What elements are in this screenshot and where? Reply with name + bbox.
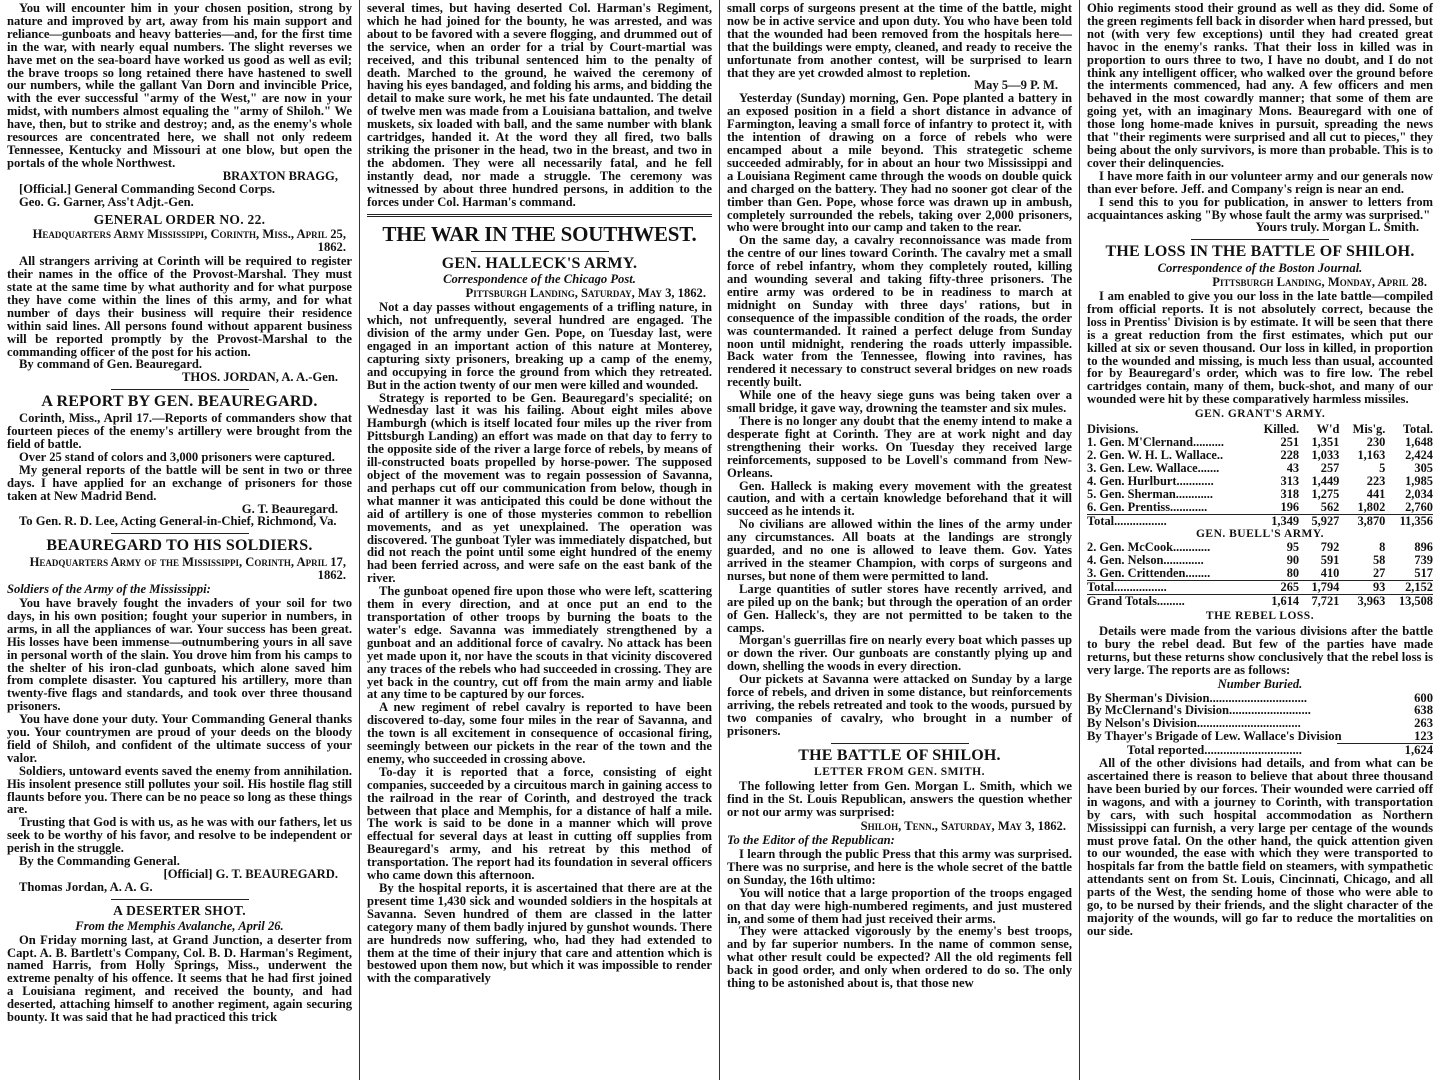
table-cell-number: 591 xyxy=(1320,553,1340,568)
table-cell-number: 1,794 xyxy=(1299,581,1339,595)
divider-rule xyxy=(111,389,249,390)
paragraph: My general reports of the battle will be sent in two or three days. I have applied for an exchange of prisoners for those taken at New Madrid Bend. xyxy=(7,462,352,503)
table-cell-number: 441 xyxy=(1366,487,1386,502)
headline: BEAUREGARD TO HIS SOLDIERS. xyxy=(46,537,313,555)
salutation: Soldiers of the Army of the Mississippi: xyxy=(7,582,211,597)
paragraph: A new regiment of rebel cavalry is reported to have been discovered to-day, some four miles in the rear of Savanna, and the town is all excitement in consequence of occasional firing, seemingly between our pickets in the rear of the town and the enemy, who succeeded in crossing above. xyxy=(367,700,712,766)
table-cell-number: 1,614 xyxy=(1250,595,1299,609)
table-cell-number: 2,760 xyxy=(1405,500,1433,515)
table-cell-number: 80 xyxy=(1286,566,1300,581)
signature: THOS. JORDAN, A. A.-Gen. xyxy=(181,370,338,385)
table-row xyxy=(1087,567,1433,581)
paragraph: [Official.] General Commanding Second Corps. xyxy=(19,181,276,196)
paragraph: The gunboat opened fire upon those who were left, scattering them in every direction, and at once put an end to the transportation of other troops by burning the boats to the water's edge. Savanna was immediately strengthened by a gunboat and an additional force of cavalry. No attack has been yet made upon it, nor have the scouts in that vicinity discovered any traces of the rebels who had succeeded in crossing. They are yet back in the country, cut off from the main army and liable at any time to be captured by our forces. xyxy=(367,584,712,702)
headline: A DESERTER SHOT. xyxy=(113,902,246,918)
paragraph: All of the other divisions had details, and from what can be ascertained there is reason to believe that about three thousand have been buried by our forces. Their wounded were carried off in wagons, and with a journey to Corinth, with transportation by cars, with such hospital accommodation as Northern Mississippi can furnish, a very large per centage of the wounds must prove fatal. On the other hand, the quick attention given to our wounded, the ease with which they were transported to hospitals far from the battle field on steamers, with sympathetic attendants sent on from St. Louis, Cincinnati, Chicago, and all parts of the West, the sending home of those who were able to go, to be nursed by their friends, and the slight character of the majority of the wounds, will go far to reduce the mortalities on our side. xyxy=(1087,756,1433,938)
divider-rule xyxy=(1191,239,1329,240)
paragraph: small corps of surgeons present at the time of the battle, might now be in active service and upon duty. You who have been told that the wounded had been removed from the hospitals here—that the buildings were empty, cleaned, and ready to receive the unfortunate from another contest, will be surprised to learn that they are yet crowded almost to repletion. xyxy=(727,1,1072,80)
table-cell-number: 11,356 xyxy=(1385,515,1433,529)
table-cell-number: 1,351 xyxy=(1311,435,1340,450)
table-cell-label: 2. Gen. W. H. L. Wallace.. xyxy=(1087,448,1224,463)
table-cell-number: 8 xyxy=(1379,540,1386,555)
salutation: To the Editor of the Republican: xyxy=(727,833,895,848)
table-cell-number: 7,721 xyxy=(1299,595,1339,609)
buried-row xyxy=(1087,730,1433,743)
table-cell-label: 1. Gen. M'Clernand.......... xyxy=(1087,435,1224,450)
double-divider-rule xyxy=(367,214,712,217)
paragraph: By command of Gen. Beauregard. xyxy=(19,357,203,372)
table-cell-number: 2,152 xyxy=(1385,581,1433,595)
paragraph: several times, but having deserted Col. Harman's Regiment, which he had joined for the bounty, he was arrested, and was about to be favored with a severe flogging, and drummed out of the service, when an order for a trial by Court-martial was received, and this tribunal sentenced him to the penalty of death. Marched to the ground, he waived the ceremony of having his eyes bandaged, and folding his arms, and bidding the detail to make sure work, he met his fate undaunted. The detail of twelve men was made from a Louisiana battalion, and twelve muskets, six loaded with ball, and the same number with blank cartridges, handed it. At the word they all fired, two balls striking the prisoner in the head, two in the breast, and two in the abdomen. They were all necessarily fatal, and he fell instantly dead, nor made a struggle. The ceremony was witnessed by about three hundred persons, in addition to the forces under Col. Harman's command. xyxy=(367,1,712,209)
paragraph: Morgan's guerrillas fire on nearly every boat which passes up or down the river. Our gunboats are constantly plying up and down, shelling the woods in every direction. xyxy=(727,633,1072,674)
table-cell-number: 196 xyxy=(1280,500,1300,515)
table-cell-number: 5,927 xyxy=(1299,515,1339,529)
buried-division: By McClernand's Division.......................... xyxy=(1087,703,1311,718)
table-cell-number: 230 xyxy=(1366,435,1386,450)
headline: GENERAL ORDER NO. 22. xyxy=(93,211,266,227)
table-title-grant: GEN. GRANT'S ARMY. xyxy=(1194,408,1326,421)
paragraph: Large quantities of sutler stores have recently arrived, and are piled up on the bank; but through the operation of an order of Gen. Halleck's, they are not permitted to be taken to the camps. xyxy=(727,581,1072,635)
table-cell-label: Grand Totals......... xyxy=(1087,595,1250,609)
headline: GEN. HALLECK'S ARMY. xyxy=(441,254,638,272)
headline: A REPORT BY GEN. BEAUREGARD. xyxy=(41,393,318,411)
table-cell-number: 1,275 xyxy=(1311,487,1340,502)
table-cell-number: 517 xyxy=(1414,566,1433,581)
table-title-buell: GEN. BUELL'S ARMY. xyxy=(1195,528,1325,541)
paragraph: Over 25 stand of colors and 3,000 prisoners were captured. xyxy=(19,449,335,464)
paragraph: Ohio regiments stood their ground as well as they did. Some of the green regiments fell back in disorder when hard pressed, but not (with very few exceptions) until they had created great havoc in the enemy's ranks. That their loss in killed was in proportion to ours three to two, I have no doubt, and I do not think any intelligent officer, who walked over the ground before the interments commenced, had any. A few officers and men behaved in the most cowardly manner; that some of them are going yet, with an imaginary Mons. Beauregard with one of those long home-made knives in pursuit, spreading the news that "their regiments were surprised and all cut to pieces," they being about the only survivors, is more than probable. This is to cover their delinquencies. xyxy=(1087,1,1433,170)
paragraph: While one of the heavy siege guns was being taken over a small bridge, it gave way, drowning the teamster and six mules. xyxy=(727,388,1072,416)
table-cell-label: Total................. xyxy=(1087,515,1250,529)
table-cell-number: 1,349 xyxy=(1250,515,1299,529)
table-cell-number: 95 xyxy=(1286,540,1300,555)
paragraph: Trusting that God is with us, as he was with our fathers, let us seek to be worthy of his favor, and resolve to be independent or perish in the struggle. xyxy=(7,815,352,856)
paragraph: Gen. Halleck is making every movement with the greatest caution, and with a certain knowledge beforehand that it will succeed as he intends it. xyxy=(727,478,1072,519)
paragraph: Thomas Jordan, A. A. G. xyxy=(19,879,153,894)
signature: G. T. Beauregard. xyxy=(241,501,338,516)
byline: From the Memphis Avalanche, April 26. xyxy=(75,918,284,933)
byline: Correspondence of the Boston Journal. xyxy=(1157,261,1363,276)
table-cell-number: 223 xyxy=(1366,474,1386,489)
paragraph: Corinth, Miss., April 17.—Reports of commanders show that fourteen pieces of the enemy's artillery were brought from the field of battle. xyxy=(7,411,352,451)
divider-rule xyxy=(111,899,249,900)
table-cell-label: 4. Gen. Hurlburt............ xyxy=(1087,474,1214,489)
buried-count: 123 xyxy=(1414,729,1433,744)
column-2 xyxy=(360,0,720,1080)
column-3 xyxy=(720,0,1080,1080)
paragraph: Strategy is reported to be Gen. Beauregard's specialité; on Wednesday last it was his failing. About eight miles above Hamburgh (which is itself located four miles up the river from Pittsburgh Landing) an effort was made on that day to ferry to the opposite side of the river a large force of rebels, by means of ill-constructed boats propelled by horse-power. The supposed object of the movement was to regain possession of Savanna, and perhaps cut off our communication from below, though in what manner it was anticipated this could be done without the aid of artillery is one of those mysteries common to rebellion movements, and as yet unexplained. The operation was discovered. The gunboat Tyler was immediately dispatched, but did not reach the point until some eight hundred of the enemy had been ferried across, and were safe on the east bank of the river. xyxy=(367,390,712,586)
table-cell-number: 265 xyxy=(1250,581,1299,595)
table-cell-number: 1,985 xyxy=(1405,474,1433,489)
paragraph: Soldiers, untoward events saved the enemy from annihilation. His insolent presence still pollutes your soil. His hostile flag still flaunts before you. There can be no peace so long as these things are. xyxy=(7,763,352,817)
paragraph: On Friday morning last, at Grand Junction, a deserter from Capt. A. B. Bartlett's Company, Col. B. D. Harman's Regiment, named Harris, from Holly Springs, Miss., underwent the extreme penalty of his offence. It seems that he had first joined a Louisiana regiment, and received the bounty, and had deserted, attaching himself to another regiment, again securing bounty. It was said that he had practiced this trick xyxy=(7,932,352,1025)
subheadline: THE REBEL LOSS. xyxy=(1205,610,1315,623)
paragraph: Geo. G. Garner, Ass't Adjt.-Gen. xyxy=(19,194,194,209)
table-cell-label: Total................. xyxy=(1087,581,1250,595)
table-cell-label: 2. Gen. McCook............ xyxy=(1087,540,1211,555)
table-cell-number: 2,424 xyxy=(1405,448,1433,463)
table-cell-label: 4. Gen. Nelson............. xyxy=(1087,553,1204,568)
paragraph: Our pickets at Savanna were attacked on Sunday by a large force of rebels, and driven in some distance, but reinforcements arriving, the rebels retreated and took to the woods, pursued by two companies of cavalry, who brought in a number of prisoners. xyxy=(727,672,1072,738)
table-cell-number: 3,963 xyxy=(1339,595,1385,609)
table-cell-number: 257 xyxy=(1320,461,1340,476)
paragraph: Details were made from the various divisions after the battle to bury the rebel dead. But few of the parties have made returns, but these returns show conclusively that the rebel loss is very large. The reports are as follows: xyxy=(1087,624,1433,677)
table-cell-number: 13,508 xyxy=(1385,595,1433,609)
table-cell-label: 5. Gen. Sherman............ xyxy=(1087,487,1213,502)
table-row xyxy=(1087,595,1433,609)
table-cell-number: W'd xyxy=(1316,422,1340,437)
table-cell-number: 5 xyxy=(1379,461,1386,476)
paragraph: To Gen. R. D. Lee, Acting General-in-Chief, Richmond, Va. xyxy=(19,514,337,529)
table-cell-label: 6. Gen. Prentiss............ xyxy=(1087,500,1208,515)
divider-rule xyxy=(831,743,969,744)
buried-division: By Thayer's Brigade of Lew. Wallace's Division xyxy=(1087,729,1342,744)
table-cell-number: 3,870 xyxy=(1339,515,1385,529)
table-cell-number: 43 xyxy=(1286,461,1300,476)
paragraph: I learn through the public Press that this army was surprised. There was no surprise, and here is the whole secret of the battle on Sunday, the 16th ultimo: xyxy=(727,847,1072,887)
table-cell-label: 3. Gen. Lew. Wallace....... xyxy=(1087,461,1220,476)
column-4 xyxy=(1080,0,1440,1080)
main-headline: THE WAR IN THE SOUTHWEST. xyxy=(382,221,697,246)
paragraph: All strangers arriving at Corinth will be required to register their names in the office of the Provost-Marshal. They must state at the same time by what authority and for what purpose they have come within the lines of this army, and for what number of days their business will require their residence within said lines. All persons found without apparent business will be reported promptly by the Provost-Marshal to the commanding officer of the post for his action. xyxy=(7,254,352,359)
buried-count: 263 xyxy=(1414,716,1433,731)
headline: THE LOSS IN THE BATTLE OF SHILOH. xyxy=(1105,243,1415,261)
paragraph: The following letter from Gen. Morgan L. Smith, which we find in the St. Louis Republican, answers the question whether or not our army was surprised: xyxy=(727,779,1072,820)
paragraph: You have done your duty. Your Commanding General thanks you. Your countrymen are proud of your deeds on the bloody field of Shiloh, and confident of the ultimate success of your valor. xyxy=(7,712,352,765)
table-cell-number: 27 xyxy=(1372,566,1386,581)
dateline: Shiloh, Tenn., Saturday, May 3, 1862. xyxy=(860,819,1066,834)
signature: May 5—9 P. M. xyxy=(974,78,1058,93)
paragraph: There is no longer any doubt that the enemy intend to make a desperate fight at Corinth. They are at work night and day strengthening their works. On Tuesday they received large reinforcements, supposed to be Lovell's command from New-Orleans. xyxy=(727,414,1072,480)
table-cell-number: 1,648 xyxy=(1405,435,1433,450)
table-cell-number: 228 xyxy=(1280,448,1300,463)
table-cell-number: 1,163 xyxy=(1357,448,1386,463)
table-row xyxy=(1087,515,1433,529)
buried-total-label: Total reported............................... xyxy=(1127,743,1302,758)
dateline: Pittsburgh Landing, Saturday, May 3, 1862. xyxy=(465,286,706,301)
table-cell-number: Total. xyxy=(1402,422,1433,437)
paragraph: I am enabled to give you our loss in the late battle—compiled from official reports. It is not absolutely correct, because the loss in Prentiss' Division is by estimate. It will be seen that there is a great reduction from the first estimates, which put our killed at six or seven thousand. Our loss in killed, in proportion to the wounded and missing, is much less than usual, accounted for by Beauregard's order, which was to fire low. The rebel cartridges contain, many of them, buck-shot, and many of our wounded were hit by these comparatively harmless missiles. xyxy=(1087,289,1433,407)
signature: BRAXTON BRAGG, xyxy=(222,168,338,183)
table-cell-number: 739 xyxy=(1414,553,1433,568)
table-cell-number: 251 xyxy=(1280,435,1300,450)
table-cell-number: 562 xyxy=(1320,500,1340,515)
paragraph: You will encounter him in your chosen position, strong by nature and improved by art, away from his main support and reliance—gunboats and heavy batteries—and, for the first time in the war, with nearly equal numbers. The slight reverses we have met on the sea-board have worked us good as well as evil; the brave troops so long retained there have hastened to swell our numbers, while the gallant Van Dorn and invincible Price, with the ever successful "army of the West," are now in your midst, with numbers almost equaling the "army of Shiloh." We have, then, but to strike and destroy; and, as the enemy's whole resources are concentrated here, we shall not only redeem Tennessee, Kentucky and Missouri at one blow, but open the portals of the whole Northwest. xyxy=(7,1,352,170)
buried-count: 600 xyxy=(1414,690,1433,705)
paragraph: Not a day passes without engagements of a trifling nature, in which, not unfrequently, several hundred are engaged. The division of the army under Gen. Pope, on Tuesday last, were engaged in an important action of this nature at Monterey, capturing sixty prisoners, breaking up a camp of the enemy, and occupying in force the ground from which they retreated. But in the action twenty of our men were killed and wounded. xyxy=(367,300,712,392)
byline: Number Buried. xyxy=(1217,676,1303,691)
table-cell-number: 318 xyxy=(1280,487,1300,502)
paragraph: I send this to you for publication, in answer to letters from acquaintances asking "By whose fault the army was surprised." xyxy=(1087,194,1433,222)
paragraph: I have more faith in our volunteer army and our generals now than ever before. Jeff. and Company's reign is near an end. xyxy=(1087,168,1433,196)
divider-rule xyxy=(111,533,249,534)
paragraph: You have bravely fought the invaders of your soil for two days, in his own position; fought your superior in numbers, in arms, in all the appliances of war. Your success has been great. His losses have been immense—outnumbering yours in all save in personal worth of the slain. You drove him from his camps to the shelter of his iron-clad gunboats, which alone saved him from complete disaster. You captured his artillery, more than twenty-five flags and standards, and took over three thousand prisoners. xyxy=(7,595,352,714)
casualty-table xyxy=(1087,423,1433,608)
table-cell-number: 1,033 xyxy=(1311,448,1340,463)
paragraph: To-day it is reported that a force, consisting of eight companies, succeeded by a circuitous march in gaining access to the railroad in the rear of Corinth, and destroyed the track between that place and Memphis, for a distance of half a mile. The work is said to be done in a manner which will prove effectual for several days at least in cutting off supplies from Beauregard's army, and his retreat by this method of transportation. The report had its foundation in several officers who came down this afternoon. xyxy=(367,764,712,883)
paragraph: You will notice that a large proportion of the troops engaged on that day were high-numbered regiments, and just mustered in, and some of them had just received their arms. xyxy=(727,885,1072,926)
paragraph: By the hospital reports, it is ascertained that there are at the present time 1,430 sick and wounded soldiers in the hospitals at Savanna. Seven hundred of them are classed in the latter category many of them badly injured by gunshot wounds. There are hundreds now suffering, who, had they had extended to them at the time of their injury that care and attention which is bestowed upon them now, but which it was impossible to render with the comparatively xyxy=(367,881,712,986)
byline: Correspondence of the Chicago Post. xyxy=(443,272,636,287)
paragraph: Yesterday (Sunday) morning, Gen. Pope planted a battery in an exposed position in a field a short distance in advance of Farmington, leaving a small force of infantry to protect it, with the intention of drawing on a force of rebels who were encamped about a mile beyond. This strategetic scheme succeeded admirably, for in about an hour two Mississippi and a Louisiana Regiment came through the woods on double quick and charged on the battery. They had no sooner got clear of the timber than Gen. Pope, whose force was drawn up in ambush, completely surrounded the rebels, taking over 2,000 prisoners, who were brought into our camp and taken to the rear. xyxy=(727,91,1072,235)
table-cell-number: Killed. xyxy=(1263,422,1300,437)
buried-division: By Sherman's Division............................... xyxy=(1087,690,1308,705)
divider-rule xyxy=(471,251,609,252)
table-cell-number: 58 xyxy=(1372,553,1386,568)
paragraph: No civilians are allowed within the lines of the army under any circumstances. All boats at the landings are strongly guarded, and no one is allowed to leave them. Gov. Yates arrived in the steamer Champion, with corps of surgeons and nurses, but none of them were permitted to land. xyxy=(727,517,1072,583)
headline: THE BATTLE OF SHILOH. xyxy=(798,746,1001,764)
table-cell-label: Divisions. xyxy=(1087,422,1139,437)
table-cell-label: 3. Gen. Crittenden........ xyxy=(1087,566,1211,581)
table-cell-number: 313 xyxy=(1280,474,1300,489)
table-row xyxy=(1087,581,1433,595)
table-cell-number: 90 xyxy=(1286,553,1300,568)
table-cell-number: 2,034 xyxy=(1405,487,1433,502)
dateline: Pittsburgh Landing, Monday, April 28. xyxy=(1212,275,1427,290)
table-cell-number: 1,449 xyxy=(1311,474,1340,489)
table-cell-number: 792 xyxy=(1320,540,1340,555)
paragraph: On the same day, a cavalry reconnoissance was made from the centre of our lines toward Corinth. The cavalry met a small force of rebel infantry, whom they completely routed, killing and wounding several and taking fifty-three prisoners. The entire army was ordered to be in readiness to march at midnight on Sunday with three days' rations, but in consequence of the impassible condition of the roads, the order was countermanded. It rained a perfect deluge from Sunday noon until midnight, rendering the roads utterly impassible. Back water from the Tennessee, flowing into ravines, has rendered it necessary to construct several bridges on new roads recently built. xyxy=(727,233,1072,390)
table-cell-number: 1,802 xyxy=(1357,500,1386,515)
table-row xyxy=(1087,501,1433,515)
buried-total-count: 1,624 xyxy=(1404,743,1433,758)
buried-count: 638 xyxy=(1414,703,1433,718)
paragraph: They were attacked vigorously by the enemy's best troops, and by far superior numbers. In the name of common sense, what other result could be expected? All the old regiments fell back in good order, and only when ordered to do so. The only thing to be astonished about is, that those new xyxy=(727,924,1072,991)
column-1 xyxy=(0,0,360,1080)
paragraph: By the Commanding General. xyxy=(19,854,180,869)
buried-division: By Nelson's Division................................. xyxy=(1087,716,1301,731)
table-cell-number: Mis'g. xyxy=(1352,422,1386,437)
table-cell-number: 896 xyxy=(1414,540,1433,555)
dateline: Headquarters Army Mississippi, Corinth, Miss., April 25, 1862. xyxy=(32,227,346,255)
table-cell-number: 93 xyxy=(1339,581,1385,595)
subheadline: LETTER FROM GEN. SMITH. xyxy=(814,765,985,778)
dateline: Headquarters Army of the Mississippi, Corinth, April 17, 1862. xyxy=(29,555,346,583)
signature: Yours truly. Morgan L. Smith. xyxy=(1255,220,1419,235)
table-cell-number: 410 xyxy=(1320,566,1340,581)
table-cell-number: 305 xyxy=(1414,461,1433,476)
signature: [Official] G. T. BEAUREGARD. xyxy=(163,867,338,881)
